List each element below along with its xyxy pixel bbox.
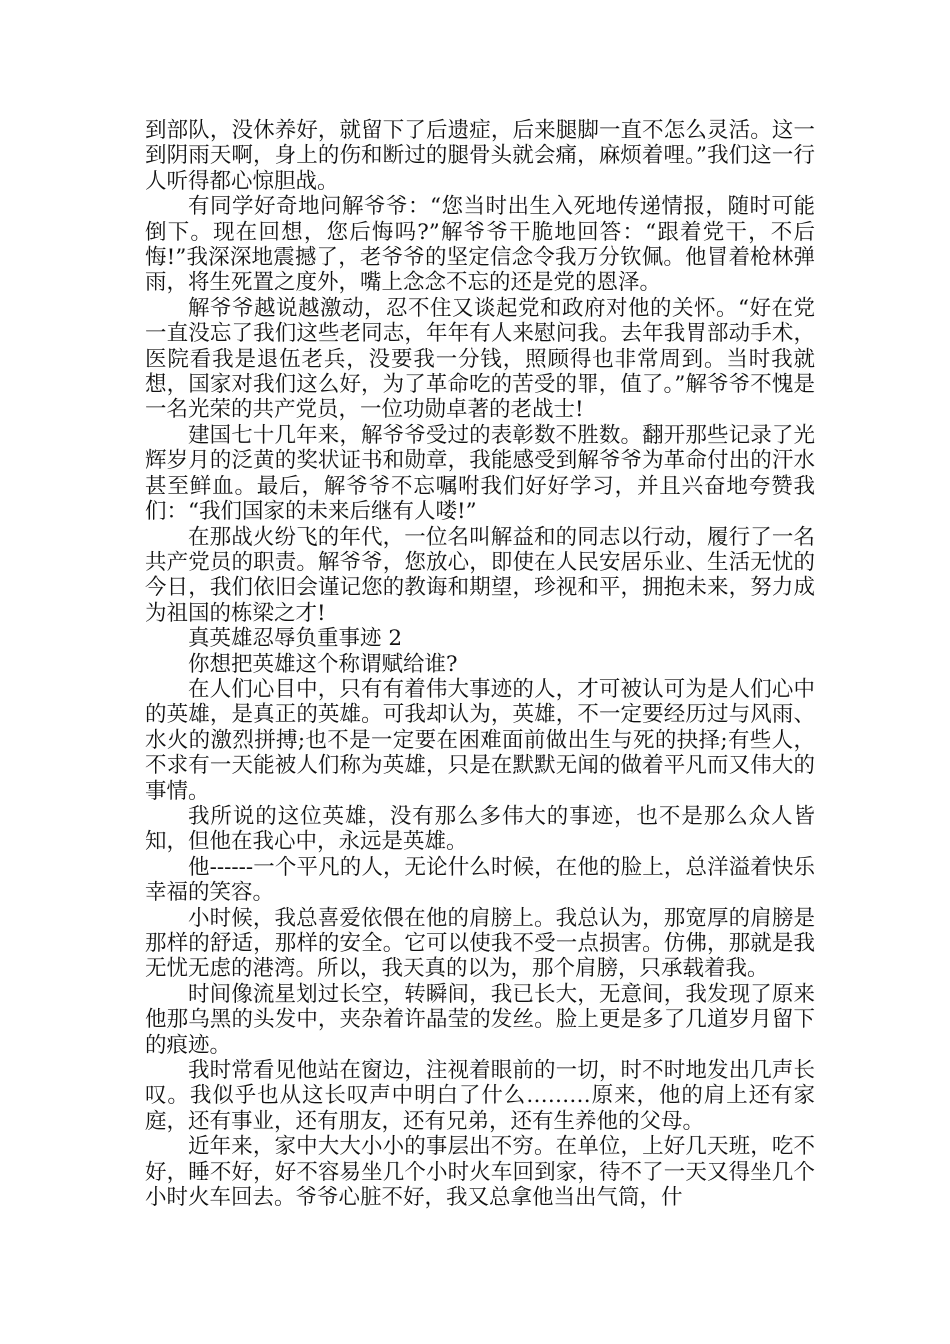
document-page xyxy=(145,118,815,1210)
paragraph: 近年来，家中大大小小的事层出不穷。在单位，上好几天班，吃不好，睡不好，好不容易坐几个小时火车回到家，待不了一天又得坐几个小时火车回去。爷爷心脏不好，我又总拿他当出气筒，什 xyxy=(145,1134,815,1211)
paragraph: 解爷爷越说越激动，忍不住又谈起党和政府对他的关怀。“好在党一直没忘了我们这些老同志，年年有人来慰问我。去年我胃部动手术，医院看我是退伍老兵，没要我一分钱，照顾得也非常周到。当时我就想，国家对我们这么好，为了革命吃的苦受的罪，值了。”解爷爷不愧是一名光荣的共产党员，一位功勋卓著的老战士! xyxy=(145,295,815,423)
paragraph: 建国七十几年来，解爷爷受过的表彰数不胜数。翻开那些记录了光辉岁月的泛黄的奖状证书和勋章，我能感受到解爷爷为革命付出的汗水甚至鲜血。最后，解爷爷不忘嘱咐我们好好学习，并且兴奋地夸赞我们：“我们国家的未来后继有人喽!” xyxy=(145,422,815,525)
paragraph: 你想把英雄这个称谓赋给谁? xyxy=(188,651,458,677)
paragraph: 他------一个平凡的人，无论什么时候，在他的脸上，总洋溢着快乐幸福的笑容。 xyxy=(145,854,815,906)
paragraph: 我所说的这位英雄，没有那么多伟大的事迹，也不是那么众人皆知，但他在我心中，永远是英雄。 xyxy=(145,803,815,855)
paragraph: 在那战火纷飞的年代，一位名叫解益和的同志以行动，履行了一名共产党员的职责。解爷爷，您放心，即使在人民安居乐业、生活无忧的今日，我们依旧会谨记您的教诲和期望，珍视和平，拥抱未来，努力成为祖国的栋梁之才! xyxy=(145,524,815,626)
paragraph: 小时候，我总喜爱依偎在他的肩膀上。我总认为，那宽厚的肩膀是那样的舒适，那样的安全。它可以使我不受一点损害。仿佛，那就是我无忧无虑的港湾。所以，我天真的以为，那个肩膀，只承载着我。 xyxy=(145,905,815,982)
section-heading: 真英雄忍辱负重事迹 2 xyxy=(188,626,403,652)
paragraph: 时间像流星划过长空，转瞬间，我已长大，无意间，我发现了原来他那乌黑的头发中，夹杂着许晶莹的发丝。脸上更是多了几道岁月留下的痕迹。 xyxy=(145,981,815,1058)
paragraph: 在人们心目中，只有有着伟大事迹的人，才可被认可为是人们心中的英雄，是真正的英雄。可我却认为，英雄，不一定要经历过与风雨、水火的激烈拼搏;也不是一定要在困难面前做出生与死的抉择;有些人，不求有一天能被人们称为英雄，只是在默默无闻的做着平凡而又伟大的事情。 xyxy=(145,676,815,804)
paragraph: 有同学好奇地问解爷爷：“您当时出生入死地传递情报，随时可能倒下。现在回想，您后悔吗?”解爷爷干脆地回答：“跟着党干，不后悔!”我深深地震撼了，老爷爷的坚定信念令我万分钦佩。他冒着枪林弹雨，将生死置之度外，嘴上念念不忘的还是党的恩泽。 xyxy=(145,194,815,296)
paragraph: 到部队，没休养好，就留下了后遗症，后来腿脚一直不怎么灵活。这一到阴雨天啊，身上的伤和断过的腿骨头就会痛，麻烦着哩。”我们这一行人听得都心惊胆战。 xyxy=(145,118,815,194)
paragraph: 我时常看见他站在窗边，注视着眼前的一切，时不时地发出几声长叹。我似乎也从这长叹声中明白了什么………原来，他的肩上还有家庭，还有事业，还有朋友，还有兄弟，还有生养他的父母。 xyxy=(145,1058,815,1134)
